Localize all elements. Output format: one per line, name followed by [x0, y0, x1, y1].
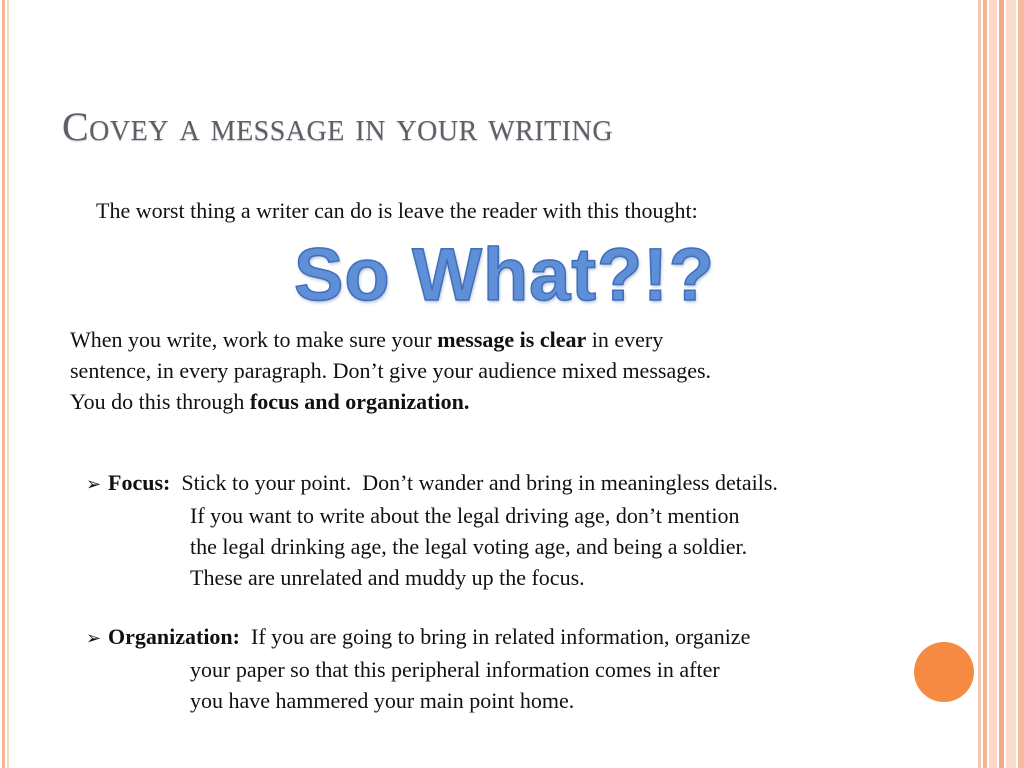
bullet-label-focus: Focus:	[108, 470, 171, 495]
paragraph-line-2: sentence, in every paragraph. Don’t give your audience mixed messages.	[70, 358, 712, 383]
arrow-bullet-icon: ➢	[86, 474, 102, 495]
paragraph-line-3: You do this through focus and organization.	[70, 389, 470, 414]
intro-text: The worst thing a writer can do is leave the reader with this thought:	[96, 198, 698, 223]
bullet-text-line: If you want to write about the legal driving age, don’t mention	[190, 503, 740, 528]
bullet-text-line: the legal drinking age, the legal voting age, and being a soldier.	[190, 534, 748, 559]
bullet-text-line: you have hammered your main point home.	[190, 688, 575, 713]
left-border-decoration	[0, 0, 12, 768]
body-paragraph	[70, 324, 970, 417]
bullet-text-line: your paper so that this peripheral information comes in after	[190, 657, 720, 682]
bullet-organization: ➢ Organization: If you are going to bring in related information, organize your paper so that this peripheral information comes in after you have hammered your main point home.	[86, 621, 1021, 716]
arrow-bullet-icon: ➢	[86, 628, 102, 649]
bullet-focus: ➢ Focus: Stick to your point. Don’t wander and bring in meaningless details. If you want to write about the legal driving age, don’t mention the legal drinking age, the legal voting age, and being a soldier. These are unrelated and muddy up the focus.	[86, 467, 1021, 593]
emphasis-message-is-clear: message is clear	[437, 327, 587, 352]
orange-circle-decoration	[914, 642, 974, 702]
emphasis-focus-and-organization: focus and organization.	[249, 389, 470, 414]
bullet-text-line: These are unrelated and muddy up the focus.	[190, 565, 585, 590]
paragraph-line-1: When you write, work to make sure your message is clear in every	[70, 327, 664, 352]
bullet-label-organization: Organization:	[108, 624, 240, 649]
slide-title: Covey a message in your writing	[62, 104, 614, 149]
so-what-callout: So What?!?	[294, 233, 716, 316]
